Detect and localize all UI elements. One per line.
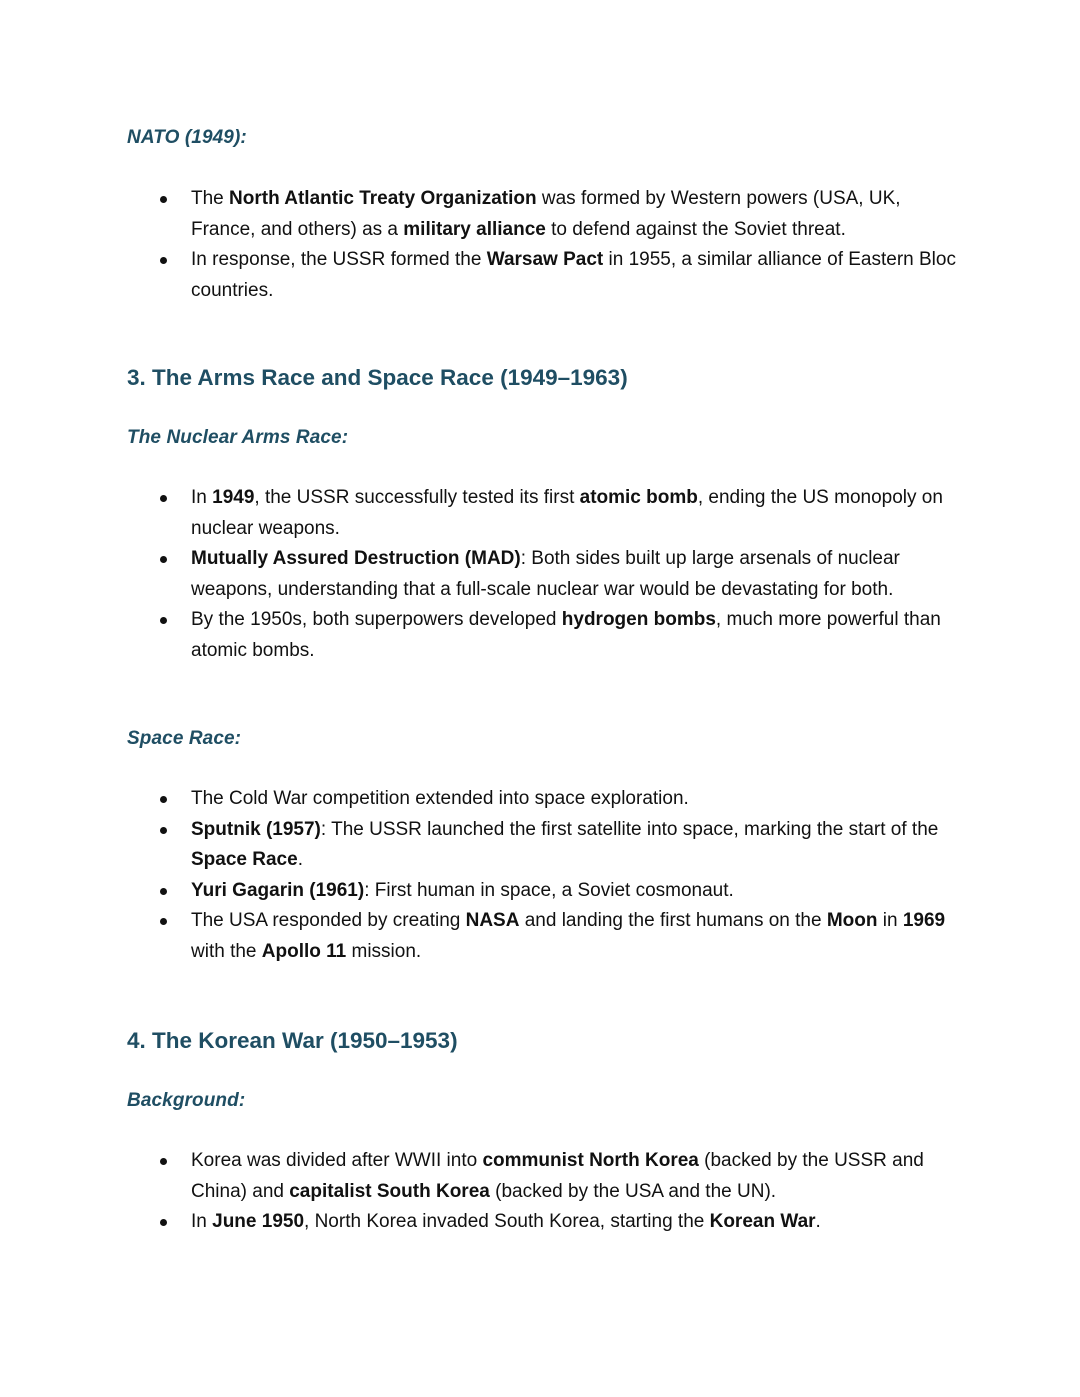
- text: : First human in space, a Soviet cosmonaut.: [364, 879, 734, 901]
- bold-text: NASA: [465, 910, 520, 932]
- bold-text: Korean War: [709, 1211, 816, 1233]
- text: : The USSR launched the first satellite into space, marking the start of the: [320, 818, 939, 840]
- text: The USA responded by creating: [191, 910, 466, 932]
- list-item: [158, 815, 958, 876]
- bold-text: capitalist South Korea: [289, 1180, 490, 1202]
- text: Korea was divided after WWII into: [191, 1150, 483, 1171]
- bullet-list-space: [158, 784, 958, 968]
- list-item: [158, 1207, 958, 1238]
- bullet-icon: [160, 257, 167, 264]
- text: , the USSR successfully tested its first: [254, 487, 580, 508]
- list-item: [158, 1146, 958, 1207]
- subheading-nato: NATO (1949):: [127, 127, 247, 148]
- text: By the 1950s, both superpowers developed: [191, 609, 562, 631]
- list-item: [158, 876, 958, 907]
- bold-text: atomic bomb: [579, 487, 698, 508]
- bullet-icon: [160, 918, 167, 925]
- text: , ending the US monopoly on nuclear weapons.: [191, 487, 943, 539]
- bold-text: North Atlantic Treaty Organization: [229, 188, 537, 209]
- text: to defend against the Soviet threat.: [545, 218, 846, 240]
- bullet-icon: [160, 796, 167, 803]
- text: , much more powerful than atomic bombs.: [191, 609, 941, 661]
- bullet-icon: [160, 1158, 167, 1165]
- bold-text: Space Race: [191, 849, 298, 871]
- text: in 1955, a similar alliance of Eastern Bloc countries.: [191, 249, 956, 301]
- text: .: [815, 1211, 821, 1233]
- bold-text: Sputnik (1957): [191, 818, 321, 840]
- bold-text: military alliance: [403, 218, 546, 240]
- bullet-list-nuclear: [158, 483, 958, 667]
- section-heading-arms-space-race: 3. The Arms Race and Space Race (1949–1963): [127, 365, 628, 390]
- section-heading-korean-war: 4. The Korean War (1950–1953): [127, 1028, 458, 1053]
- bold-text: June 1950: [212, 1211, 305, 1233]
- bullet-icon: [160, 495, 167, 502]
- text: The Cold War competition extended into space exploration.: [191, 788, 689, 809]
- text: (backed by the USA and the UN).: [489, 1180, 777, 1202]
- subheading-nuclear-arms-race: The Nuclear Arms Race:: [127, 427, 349, 448]
- bold-text: 1949: [212, 487, 255, 508]
- bullet-icon: [160, 556, 167, 563]
- bullet-icon: [160, 196, 167, 203]
- text: In response, the USSR formed the: [191, 249, 487, 271]
- bold-text: Warsaw Pact: [486, 249, 604, 271]
- text: The: [191, 188, 230, 209]
- bullet-icon: [160, 1219, 167, 1226]
- list-item: [158, 784, 958, 815]
- bold-text: Moon: [826, 910, 878, 932]
- bullet-icon: [160, 888, 167, 895]
- bold-text: communist North Korea: [482, 1150, 699, 1171]
- bold-text: Yuri Gagarin (1961): [191, 879, 365, 901]
- text: in: [877, 910, 903, 932]
- bold-text: 1969: [902, 910, 946, 932]
- bullet-list-nato: [158, 184, 958, 306]
- subheading-space-race: Space Race:: [127, 728, 242, 749]
- text: mission.: [346, 940, 422, 962]
- list-item: [158, 184, 958, 245]
- text: In: [191, 1211, 213, 1233]
- bullet-list-background: [158, 1146, 958, 1238]
- text: , North Korea invaded South Korea, starting the: [304, 1211, 710, 1233]
- text: with the: [191, 940, 262, 962]
- text: was formed by Western powers (USA, UK, France, and others) as a: [191, 188, 901, 240]
- text: In: [191, 487, 213, 508]
- subheading-background: Background:: [127, 1090, 246, 1111]
- list-item: [158, 906, 958, 967]
- text: (backed by the USSR and China) and: [191, 1150, 924, 1202]
- bold-text: hydrogen bombs: [561, 609, 716, 631]
- list-item: [158, 605, 958, 666]
- text: : Both sides built up large arsenals of nuclear weapons, understanding that a full-scale nuclear war would be devastating for both.: [191, 548, 900, 600]
- list-item: [158, 245, 958, 306]
- bold-text: Apollo 11: [261, 940, 347, 962]
- text: .: [297, 849, 303, 871]
- list-item: [158, 544, 958, 605]
- bold-text: Mutually Assured Destruction (MAD): [191, 548, 521, 570]
- bullet-icon: [160, 827, 167, 834]
- list-item: [158, 483, 958, 544]
- text: and landing the first humans on the: [519, 910, 827, 932]
- bullet-icon: [160, 617, 167, 624]
